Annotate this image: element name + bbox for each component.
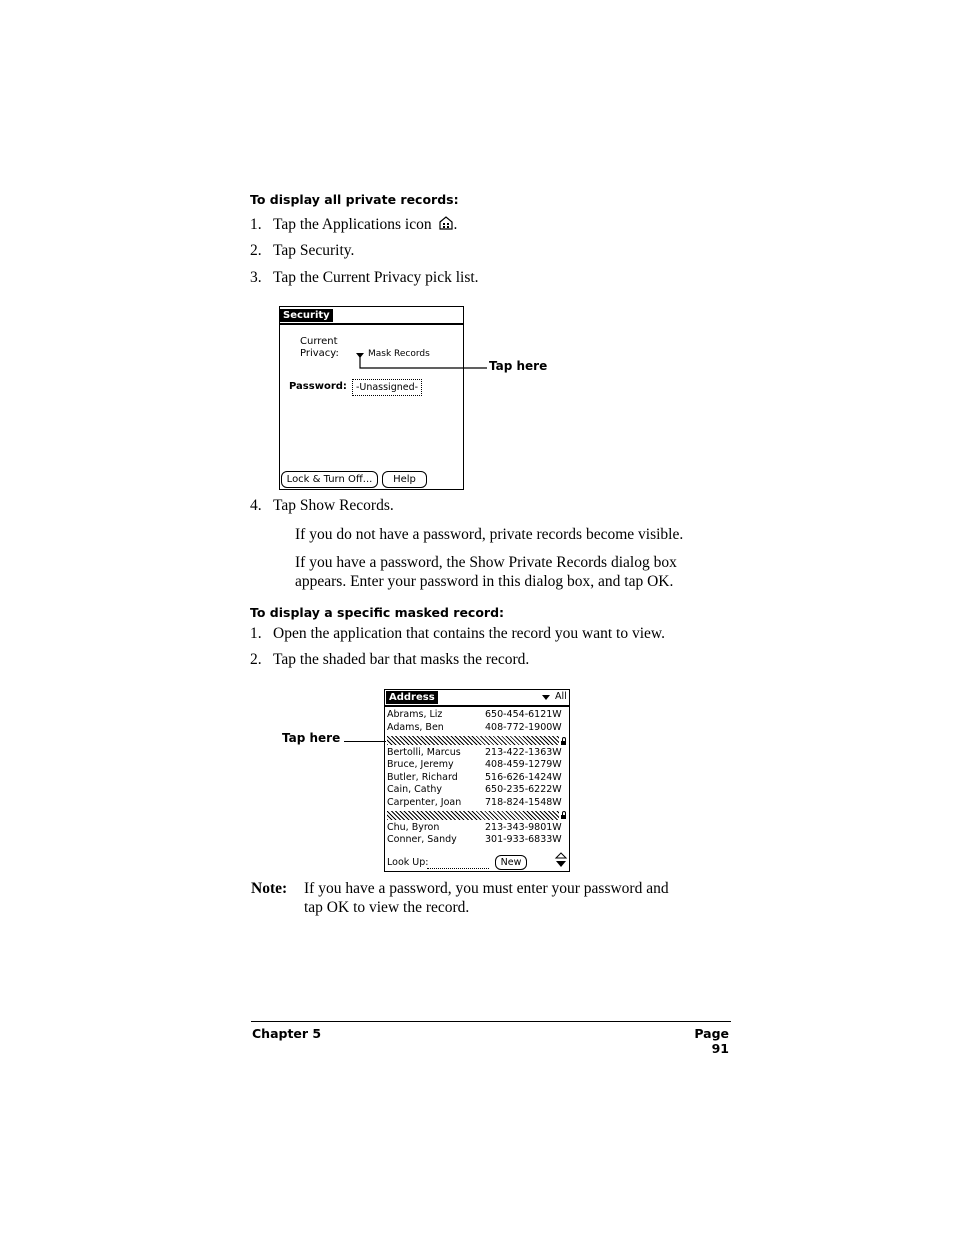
paragraph-line: appears. Enter your password in this dialog box, and tap OK.: [295, 573, 674, 590]
scroll-arrows[interactable]: [554, 852, 568, 868]
contact-phone: 718-824-1548W: [485, 797, 562, 808]
step-text: Tap Security.: [273, 242, 355, 259]
contact-name: Adams, Ben: [387, 722, 444, 733]
section-heading-masked-record: To display a specific masked record:: [250, 605, 505, 620]
contact-phone: 408-772-1900W: [485, 722, 562, 733]
list-item[interactable]: [387, 722, 567, 735]
password-label: Password:: [289, 381, 347, 392]
contact-phone: 650-454-6121W: [485, 709, 562, 720]
new-button[interactable]: New: [495, 855, 527, 870]
scroll-down-icon[interactable]: [556, 861, 566, 867]
title-rule: [280, 323, 463, 325]
lock-icon: [561, 815, 566, 819]
footer-page: Page 91: [694, 1026, 729, 1056]
step-number: 2.: [250, 242, 262, 259]
note-line: If you have a password, you must enter your password and: [304, 880, 669, 897]
contact-name: Cain, Cathy: [387, 784, 442, 795]
contact-name: Chu, Byron: [387, 822, 440, 833]
lock-turn-off-button[interactable]: Lock & Turn Off...: [281, 471, 378, 488]
paragraph-line: If you have a password, the Show Private Records dialog box: [295, 554, 677, 571]
footer-rule: [251, 1021, 731, 1022]
section-heading-private-records: To display all private records:: [250, 192, 459, 207]
current-label: Current: [300, 336, 338, 347]
step-number: 4.: [250, 497, 262, 514]
contact-name: Abrams, Liz: [387, 709, 443, 720]
contact-name: Butler, Richard: [387, 772, 458, 783]
callout-leader-line: [355, 354, 495, 374]
list-item[interactable]: [387, 822, 567, 835]
step-text: [273, 216, 457, 234]
address-title: Address: [386, 691, 438, 704]
help-button[interactable]: Help: [382, 471, 427, 488]
list-item[interactable]: [387, 747, 567, 760]
privacy-value: Mask Records: [368, 349, 430, 359]
step-number: 1.: [250, 625, 262, 642]
step-number: 1.: [250, 216, 262, 233]
list-item[interactable]: [387, 709, 567, 722]
list-item[interactable]: [387, 759, 567, 772]
step-text-suffix: .: [453, 216, 458, 233]
contact-phone: 213-422-1363W: [485, 747, 562, 758]
applications-icon: [438, 216, 454, 230]
contact-name: Bertolli, Marcus: [387, 747, 461, 758]
security-screen: [279, 306, 464, 490]
footer-chapter: Chapter 5: [252, 1026, 322, 1041]
tap-here-callout: Tap here: [282, 731, 341, 745]
security-title: Security: [280, 309, 333, 322]
contact-name: Conner, Sandy: [387, 834, 457, 845]
note-line: tap OK to view the record.: [304, 899, 470, 916]
category-value: All: [555, 691, 567, 702]
title-rule: [385, 705, 569, 707]
step-text-label: Tap the Applications icon: [273, 216, 432, 233]
dropdown-triangle-icon: [541, 694, 551, 702]
callout-leader-line: [344, 741, 386, 742]
lock-icon: [561, 741, 566, 745]
contact-phone: 408-459-1279W: [485, 759, 562, 770]
note-label: Note:: [251, 880, 288, 897]
list-item[interactable]: [387, 797, 567, 810]
step-text: Open the application that contains the record you want to view.: [273, 625, 665, 642]
contact-phone: 213-343-9801W: [485, 822, 562, 833]
step-text: Tap the shaded bar that masks the record.: [273, 651, 530, 668]
contact-phone: 650-235-6222W: [485, 784, 562, 795]
masked-record-bar[interactable]: [387, 736, 559, 745]
scroll-up-icon[interactable]: [556, 853, 566, 858]
lookup-label: Look Up:: [387, 857, 429, 868]
list-item[interactable]: [387, 834, 567, 847]
step-text: Tap the Current Privacy pick list.: [273, 269, 479, 286]
step-number: 2.: [250, 651, 262, 668]
step-text: Tap Show Records.: [273, 497, 394, 514]
list-item[interactable]: [387, 784, 567, 797]
contact-name: Carpenter, Joan: [387, 797, 462, 808]
password-field[interactable]: -Unassigned-: [352, 379, 422, 396]
step-number: 3.: [250, 269, 262, 286]
contact-phone: 301-933-6833W: [485, 834, 562, 845]
contact-name: Bruce, Jeremy: [387, 759, 454, 770]
lookup-field[interactable]: [427, 868, 489, 869]
list-item[interactable]: [387, 772, 567, 785]
tap-here-callout: Tap here: [489, 359, 548, 373]
contact-phone: 516-626-1424W: [485, 772, 562, 783]
masked-record-bar[interactable]: [387, 811, 559, 820]
paragraph: If you do not have a password, private records become visible.: [295, 526, 684, 543]
privacy-label: Privacy:: [300, 348, 339, 359]
